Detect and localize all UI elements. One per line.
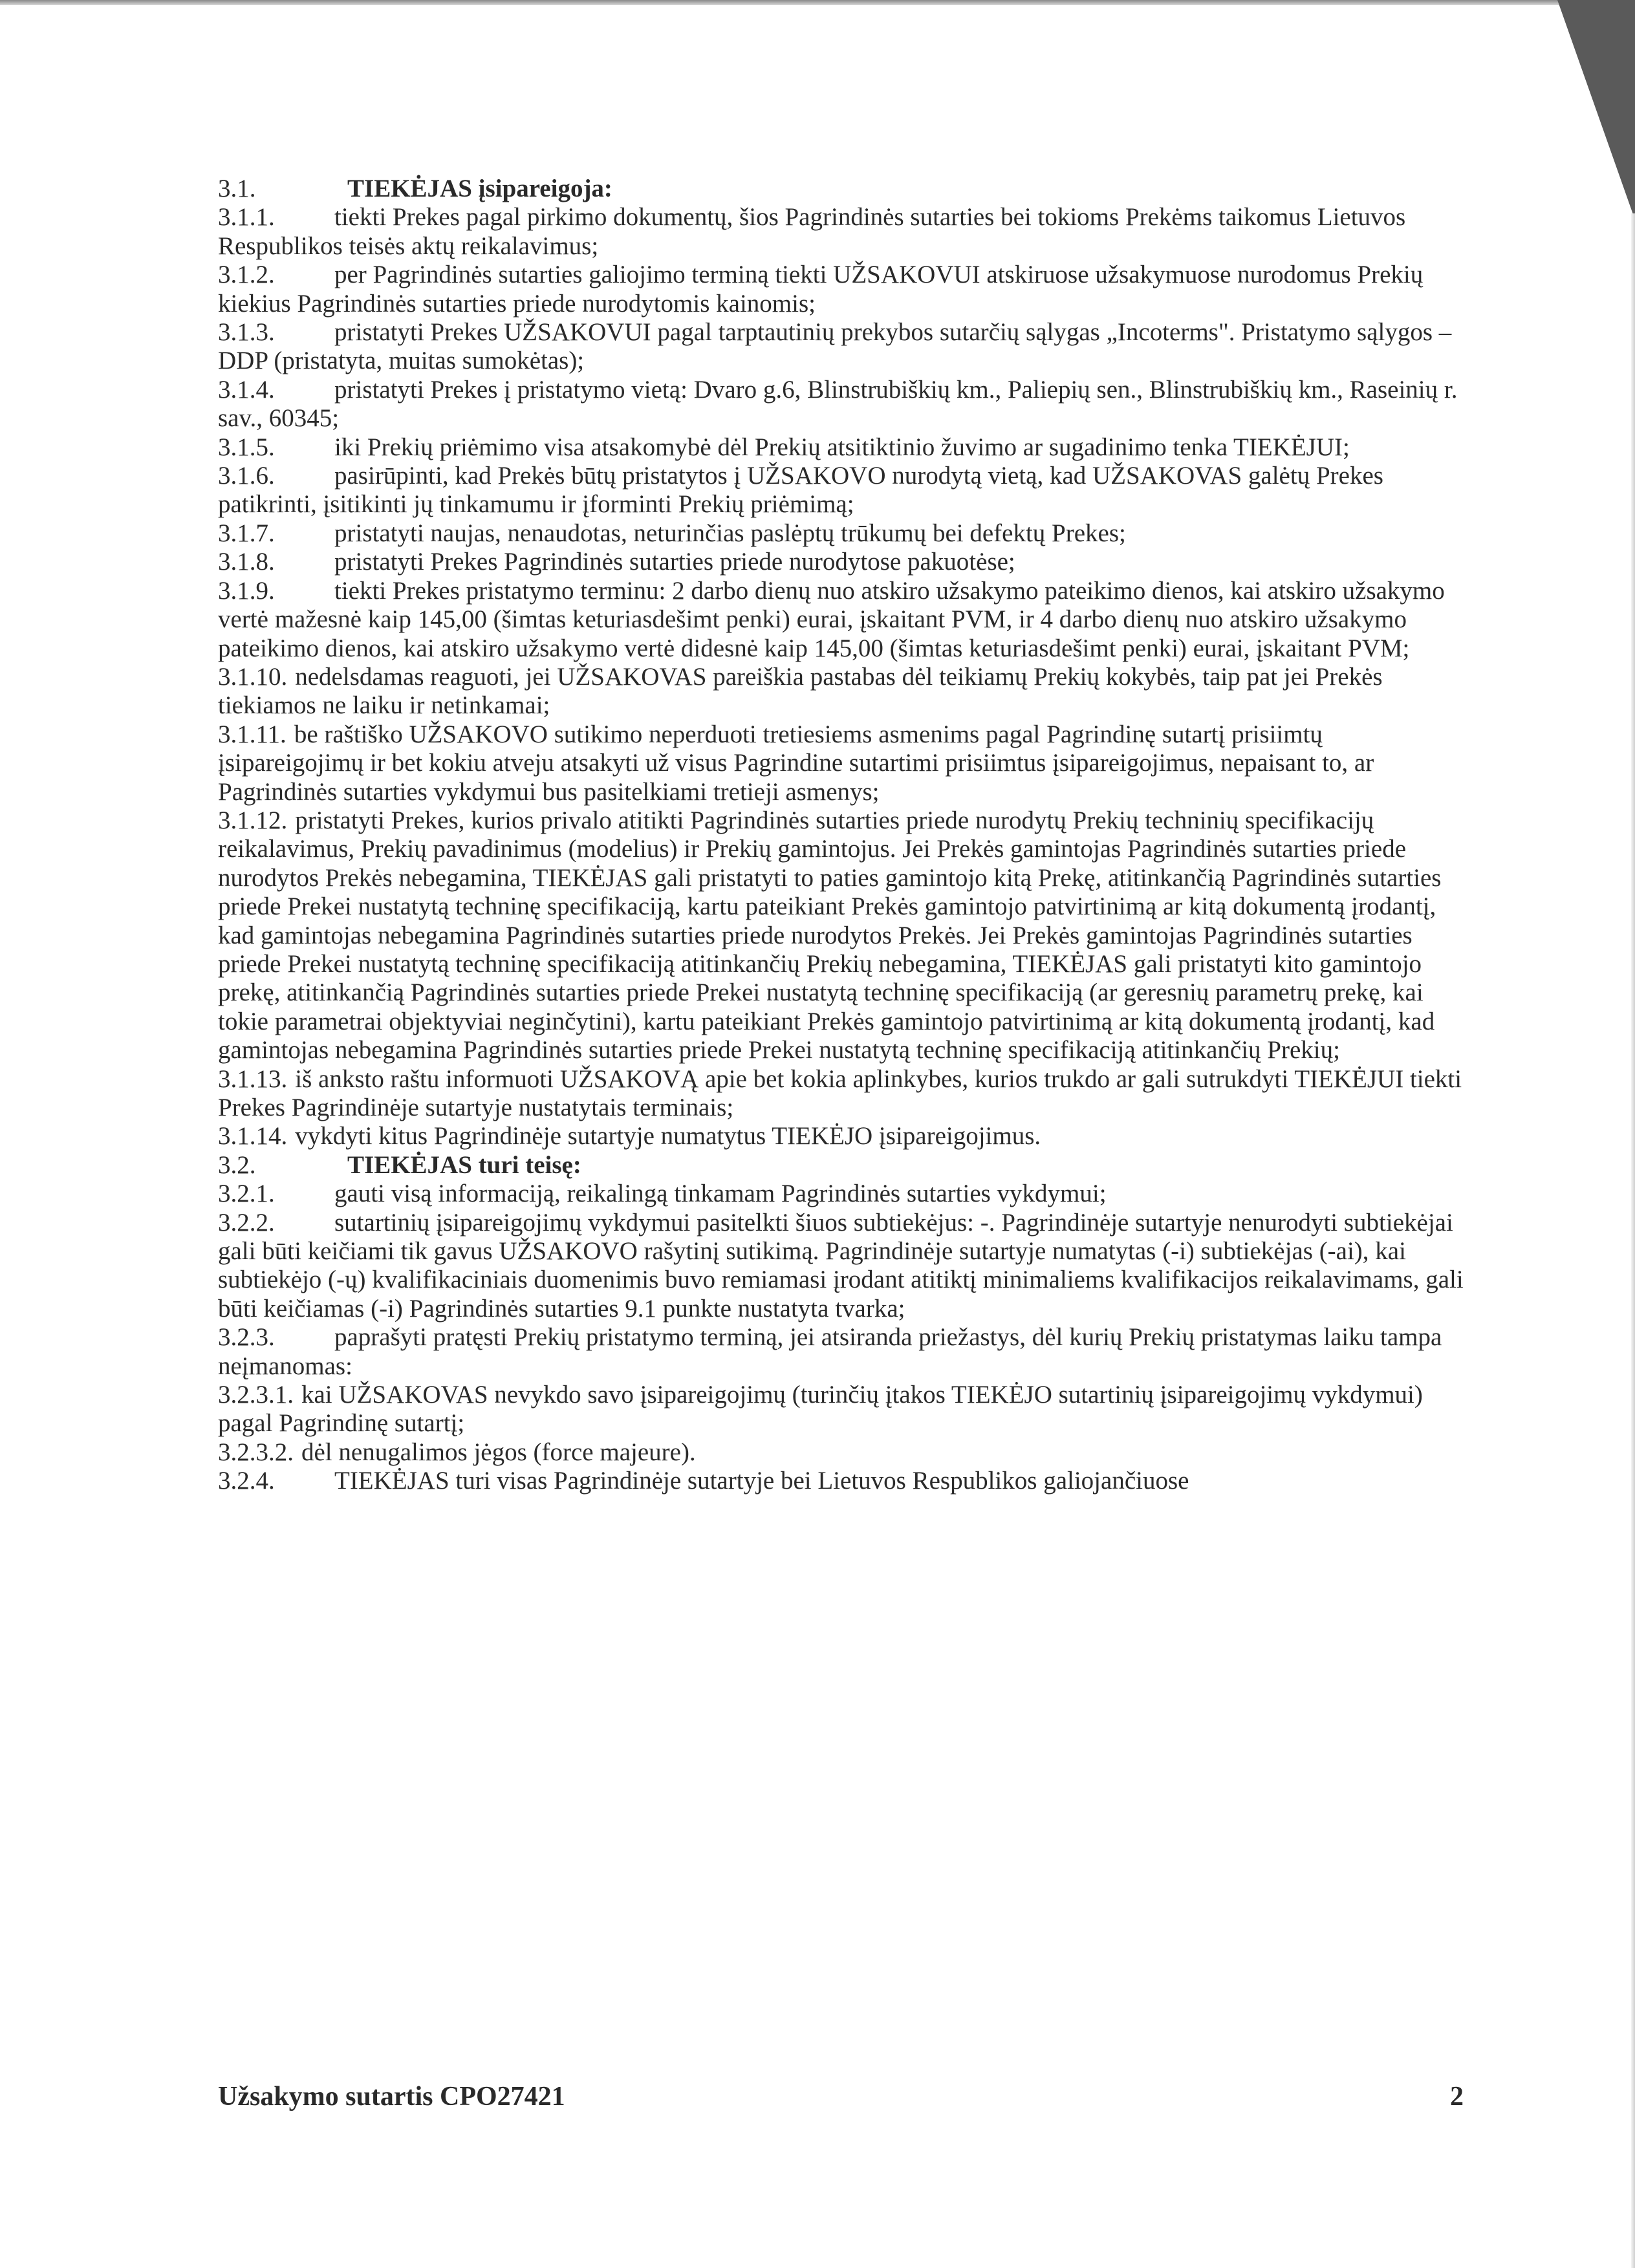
clause-text: nedelsdamas reaguoti, jei UŽSAKOVAS pareiškia pastabas dėl teikiamų Prekių kokybės, taip pat jei Prekės tiekiamos ne laiku ir netinkamai; <box>218 662 1383 720</box>
clause-number: 3.1.3. <box>218 318 275 347</box>
clause-text: pasirūpinti, kad Prekės būtų pristatytos į UŽSAKOVO nurodytą vietą, kad UŽSAKOVAS galėtų Prekes patikrinti, įsitikinti jų tinkamumu ir įforminti Prekių priėmimą; <box>218 462 1383 519</box>
clause-text: kai UŽSAKOVAS nevykdo savo įsipareigojimų (turinčių įtakos TIEKĖJO sutartinių įsipareigojimų vykdymui) pagal Pagrindinę sutartį; <box>218 1381 1423 1438</box>
clause-text: per Pagrindinės sutarties galiojimo terminą tiekti UŽSAKOVUI atskiruose užsakymuose nurodomus Prekių kiekius Pagrindinės sutarties priede nurodytomis kainomis; <box>218 261 1424 318</box>
scan-right-edge <box>1631 213 1635 2268</box>
clause-number: 3.2.1. <box>218 1180 275 1208</box>
section-title: TIEKĖJAS įsipareigoja: <box>347 175 612 202</box>
document-body <box>218 175 1464 1496</box>
clause <box>218 519 1464 548</box>
clause-text: paprašyti pratęsti Prekių pristatymo terminą, jei atsiranda priežastys, dėl kurių Prekių pristatymas laiku tampa neįmanomas: <box>218 1323 1442 1380</box>
clause-number: 3.1.10. <box>218 662 288 691</box>
clause-number: 3.2.2. <box>218 1208 275 1237</box>
clause-number: 3.2.4. <box>218 1467 275 1495</box>
clause <box>218 1323 1464 1381</box>
clause-number: 3.1.9. <box>218 576 275 605</box>
page-footer <box>218 2081 1464 2112</box>
clause-number: 3.1.8. <box>218 548 275 576</box>
clause <box>218 1438 1464 1467</box>
clause-number: 3.1.14. <box>218 1122 288 1150</box>
clause <box>218 1065 1464 1123</box>
clause <box>218 1180 1464 1208</box>
clause <box>218 318 1464 376</box>
section-heading-3-2 <box>218 1151 1464 1180</box>
clause <box>218 433 1464 462</box>
clause <box>218 1381 1464 1438</box>
clause-text: pristatyti Prekes į pristatymo vietą: Dvaro g.6, Blinstrubiškių km., Paliepių sen., Blinstrubiškių km., Raseinių r. sav., 60345; <box>218 375 1458 433</box>
clause-text: iš anksto raštu informuoti UŽSAKOVĄ apie bet kokia aplinkybes, kurios trukdo ar gali sutrukdyti TIEKĖJUI tiekti Prekes Pagrindinėje sutartyje nustatytais terminais; <box>218 1064 1462 1121</box>
section-number: 3.1. <box>218 175 256 202</box>
clause <box>218 462 1464 519</box>
clause <box>218 663 1464 720</box>
clause-text: dėl nenugalimos jėgos (force majeure). <box>301 1438 696 1466</box>
section-title: TIEKĖJAS turi teisę: <box>347 1150 581 1179</box>
clause-text: pristatyti Prekes Pagrindinės sutarties priede nurodytose pakuotėse; <box>334 548 1015 576</box>
clause <box>218 577 1464 663</box>
clause-text: tiekti Prekes pristatymo terminu: 2 darbo dienų nuo atskiro užsakymo pateikimo dienos, kai atskiro užsakymo vertė mažesnė kaip 145,00 (šimtas keturiasdešimt penki) eurai, įskaitant PVM, ir 4 darbo dienų nuo atskiro užsakymo pateikimo dienos, kai atskiro užsakymo vertė didesnė kaip 145,00 (šimtas keturiasdešimt penki) eurai, įskaitant PVM; <box>218 576 1445 662</box>
clause-text: TIEKĖJAS turi visas Pagrindinėje sutartyje bei Lietuvos Respublikos galiojančiuose <box>334 1467 1189 1495</box>
clause <box>218 261 1464 318</box>
clause-text: gauti visą informaciją, reikalingą tinkamam Pagrindinės sutarties vykdymui; <box>334 1180 1107 1208</box>
clause <box>218 1122 1464 1150</box>
clause-number: 3.1.13. <box>218 1064 288 1093</box>
clause-text: vykdyti kitus Pagrindinėje sutartyje numatytus TIEKĖJO įsipareigojimus. <box>295 1122 1041 1150</box>
clause <box>218 203 1464 261</box>
clause-text: pristatyti Prekes UŽSAKOVUI pagal tarptautinių prekybos sutarčių sąlygas „Incoterms". Pristatymo sąlygos – DDP (pristatyta, muitas sumokėtas); <box>218 318 1452 375</box>
clause-text: pristatyti Prekes, kurios privalo atitikti Pagrindinės sutarties priede nurodytų Prekių techninių specifikacijų reikalavimus, Prekių pavadinimus (modelius) ir Prekių gamintojus. Jei Prekės gamintojas Pagrindinės sutarties priede nurodytos Prekės nebegamina, TIEKĖJAS gali pristatyti to paties gamintojo kitą Prekę, atitinkančią Pagrindinės sutarties priede Prekei nustatytą techninę specifikaciją, kartu pateikiant Prekės gamintojo patvirtinimą ar kitą dokumentą įrodantį, kad gamintojas nebegamina Pagrindinės sutarties priede nurodytos Prekės. Jei Prekės gamintojas Pagrindinės sutarties priede Prekei nustatytą techninę specifikaciją atitinkančių Prekių nebegamina, TIEKĖJAS gali pristatyti kito gamintojo prekę, atitinkančią Pagrindinės sutarties priede Prekei nustatytą techninę specifikaciją (ar geresnių parametrų prekę, kai tokie parametrai objektyviai neginčytini), kartu pateikiant Prekės gamintojo patvirtinimą ar kitą dokumentą įrodantį, kad gamintojas nebegamina Pagrindinės sutarties priede Prekei nustatytą techninę specifikaciją atitinkančių Prekių; <box>218 806 1442 1064</box>
scan-folded-corner <box>1557 0 1635 220</box>
section-number: 3.2. <box>218 1150 256 1179</box>
clause <box>218 1467 1464 1495</box>
clause-number: 3.1.4. <box>218 375 275 404</box>
clause-number: 3.1.12. <box>218 806 288 834</box>
scan-top-edge <box>0 0 1635 5</box>
clause-number: 3.1.1. <box>218 203 275 232</box>
clause-text: be raštiško UŽSAKOVO sutikimo neperduoti tretiesiems asmenims pagal Pagrindinę sutartį prisiimtų įsipareigojimų ir bet kokiu atveju atsakyti už visus Pagrindine sutartimi prisiimtus įsipareigojimus, nepaisant to, ar Pagrindinės sutarties vykdymui bus pasitelkiami tretieji asmenys; <box>218 720 1374 806</box>
footer-document-title: Užsakymo sutartis CPO27421 <box>218 2082 565 2111</box>
clause <box>218 548 1464 576</box>
clause <box>218 720 1464 806</box>
clause-text: sutartinių įsipareigojimų vykdymui pasitelkti šiuos subtiekėjus: -. Pagrindinėje sutartyje nenurodyti subtiekėjai gali būti keičiami tik gavus UŽSAKOVO rašytinį sutikimą. Pagrindinėje sutartyje numatytas (-i) subtiekėjas (-ai), kai subtiekėjo (-ų) kvalifikaciniais duomenimis buvo remiamasi įrodant atitiktį minimaliems kvalifikacijos reikalavimams, gali būti keičiamas (-i) Pagrindinės sutarties 9.1 punkte nustatyta tvarka; <box>218 1208 1464 1323</box>
clause-text: tiekti Prekes pagal pirkimo dokumentų, šios Pagrindinės sutarties bei tokioms Prekėms taikomus Lietuvos Respublikos teisės aktų reikalavimus; <box>218 203 1406 260</box>
clause-number: 3.1.6. <box>218 462 275 490</box>
clause <box>218 806 1464 1065</box>
section-heading-3-1 <box>218 175 1464 203</box>
clause <box>218 1209 1464 1324</box>
clause-number: 3.2.3.2. <box>218 1438 294 1466</box>
clause-text: pristatyti naujas, nenaudotas, neturinčias paslėptų trūkumų bei defektų Prekes; <box>334 519 1126 547</box>
clause-number: 3.1.7. <box>218 519 275 547</box>
clause-number: 3.2.3. <box>218 1323 275 1352</box>
clause-number: 3.1.2. <box>218 261 275 289</box>
clause <box>218 376 1464 433</box>
clause-text: iki Prekių priėmimo visa atsakomybė dėl Prekių atsitiktinio žuvimo ar sugadinimo tenka TIEKĖJUI; <box>334 433 1350 461</box>
page-number: 2 <box>1450 2082 1464 2111</box>
clause-number: 3.1.11. <box>218 720 287 748</box>
clause-number: 3.2.3.1. <box>218 1381 294 1409</box>
clause-number: 3.1.5. <box>218 433 275 461</box>
